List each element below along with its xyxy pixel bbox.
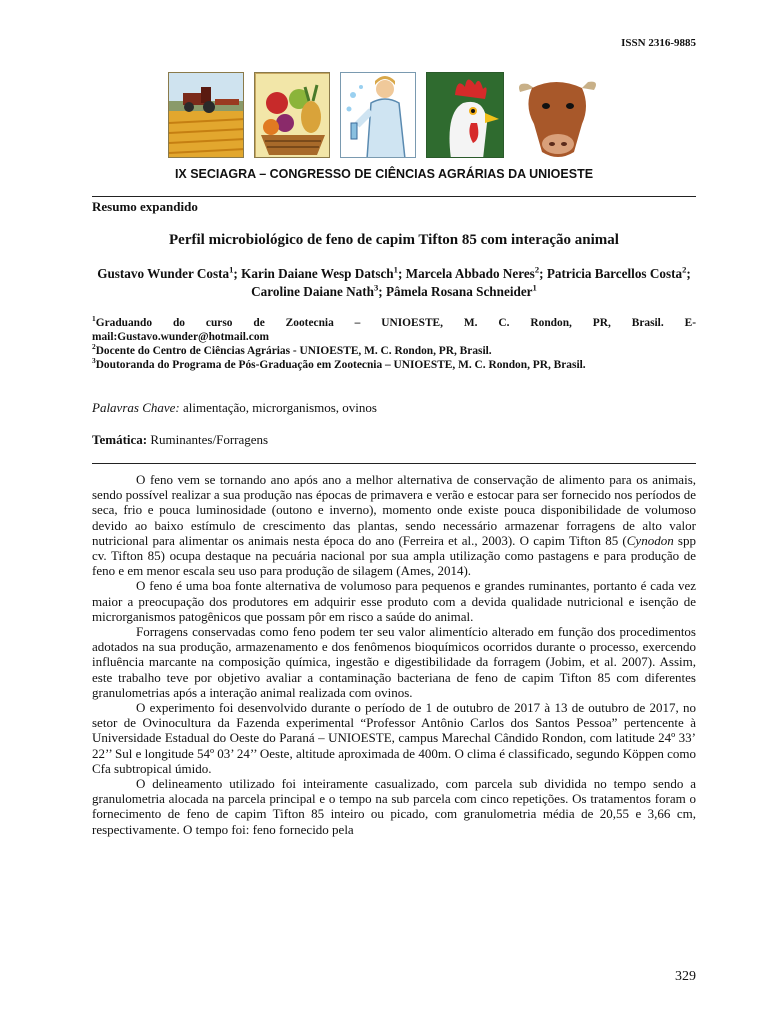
paragraph-text: spp cv. Tifton 85) ocupa destaque na pecuária nacional por sua ampla utilização como pastagens e para produção de feno e em menor escala seu uso para produção de silagem (Ames, 2014). (92, 532, 696, 579)
author-affiliation-mark: 2 (682, 264, 687, 275)
header-divider (92, 196, 696, 197)
keywords-value: alimentação, microrganismos, ovinos (179, 400, 377, 415)
affiliation-text: Docente do Centro de Ciências Agrárias - UNIOESTE, M. C. Rondon, PR, Brasil. (95, 345, 492, 357)
paragraph-text: O feno vem se tornando ano após ano a melhor alternativa de conservação de alimento para os animais, sendo possível realizar a sua produção nas épocas de primavera e verão e estocar para ser fornecido nos períodos de seca, frio e pouca luminosidade (outono e inverno), momento onde existe pouca disponibilidade de volumoso devido ao baixo estímulo de crescimento das plantas, sendo necessário armazenar forragens de alto valor nutricional para alimentar os animais nesta época do ano (Ferreira et al., 2003). O capim Tifton 85 ( (92, 472, 696, 548)
affiliation-2 (92, 344, 696, 358)
author-separator: ; (686, 266, 691, 281)
affiliation-1-line-1 (92, 316, 696, 330)
author-name: Gustavo Wunder Costa (97, 266, 230, 281)
body-text (92, 472, 696, 837)
fruit-basket-icon (254, 72, 330, 158)
author-affiliation-mark: 1 (229, 264, 234, 275)
species-name: Cynodon (626, 532, 674, 548)
author-name: Karin Daiane Wesp Datsch (241, 266, 394, 281)
affiliation-mark: 3 (92, 356, 96, 366)
author-affiliation-mark: 1 (393, 264, 398, 275)
paragraph-5: O delineamento utilizado foi inteiramente casualizado, com parcela sub dividida no tempo sendo a granulometria alocada na parcela principal e o tempo na sub parcela com cinco repetições. Os tratamentos foram o fornecimento de feno de capim Tifton 85 inteiro ou picado, com granulometria média de 20,55 e 3,66 cm, respectivamente. O tempo foi: feno fornecido pela (92, 776, 696, 837)
author-name: Pâmela Rosana Schneider (386, 284, 533, 299)
paper-title: Perfil microbiológico de feno de capim Tifton 85 com interação animal (169, 232, 619, 248)
affiliation-mark: 1 (92, 314, 96, 324)
author-affiliation-mark: 3 (374, 282, 379, 293)
body-divider (92, 463, 696, 464)
author-separator: ; (378, 284, 386, 299)
author-affiliation-mark: 1 (532, 282, 537, 293)
tematica-label: Temática: (92, 432, 148, 447)
affiliation-mark: 2 (92, 342, 96, 352)
affiliation-1-line-2: mail:Gustavo.wunder@hotmail.com (92, 331, 270, 343)
keywords-label: Palavras Chave: (92, 400, 180, 415)
paragraph-3: Forragens conservadas como feno podem ter seu valor alimentício alterado em função dos procedimentos adotados na sua produção, armazenamento e dos fenômenos bioquímicos ocorridos durante o processo, exercendo influência marcante na composição química, ingestão e digestibilidade da forragem (Jobim, et al. 2007). Assim, este trabalho teve por objetivo avaliar a contaminação bacteriana de feno de capim Tifton 85 com diferentes granulometrias após a interação animal realizada com ovinos. (92, 624, 696, 700)
author-name: Patricia Barcellos Costa (546, 266, 683, 281)
author-name: Caroline Daiane Nath (251, 284, 374, 299)
keywords (92, 400, 377, 416)
author-list (92, 265, 696, 301)
author-separator: ; (233, 266, 242, 281)
document-type-label: Resumo expandido (92, 199, 198, 214)
paragraph-4: O experimento foi desenvolvido durante o período de 1 de outubro de 2017 à 13 de outubro de 2017, no setor de Ovinocultura da Fazenda experimental “Professor Antônio Carlos dos Santos Pessoa” pertencente à Universidade Estadual do Oeste do Paraná – UNIOESTE, campus Marechal Cândido Rondon, com latitude 24º 33’ 22’’ Sul e longitude 54º 03’ 24’’ Oeste, altitude aproximada de 400m. O clima é classificado, segundo Köppen como Cfa subtropical úmido. (92, 700, 696, 776)
congress-banner (168, 66, 606, 162)
affiliations (92, 316, 696, 372)
cow-icon (514, 72, 600, 158)
congress-title: IX SECIAGRA – CONGRESSO DE CIÊNCIAS AGRÁRIAS DA UNIOESTE (174, 167, 594, 181)
paragraph-1 (92, 472, 696, 578)
page-number: 329 (675, 969, 696, 984)
affiliation-text: Doutoranda do Programa de Pós-Graduação em Zootecnia – UNIOESTE, M. C. Rondon, PR, Brasil. (95, 359, 586, 371)
tractor-field-icon (168, 72, 244, 158)
author-name: Marcela Abbado Neres (405, 266, 535, 281)
author-separator: ; (539, 266, 547, 281)
affiliation-text: Graduando do curso de Zootecnia – UNIOESTE, M. C. Rondon, PR, Brasil. E- (95, 317, 696, 329)
tematica (92, 432, 268, 448)
author-affiliation-mark: 2 (534, 264, 540, 275)
rooster-icon (426, 72, 504, 158)
tematica-value: Ruminantes/Forragens (147, 432, 269, 447)
author-separator: ; (397, 266, 406, 281)
scientist-icon (340, 72, 416, 158)
paragraph-2: O feno é uma boa fonte alternativa de volumoso para pequenos e grandes ruminantes, portanto é cada vez maior a preocupação dos produtores em adquirir esse produto com a devida qualidade nutricional e isenção de microrganismos patogênicos que possam pôr em risco a saúde do animal. (92, 578, 696, 624)
issn-label: ISSN 2316-9885 (621, 37, 696, 49)
affiliation-3 (92, 358, 696, 372)
